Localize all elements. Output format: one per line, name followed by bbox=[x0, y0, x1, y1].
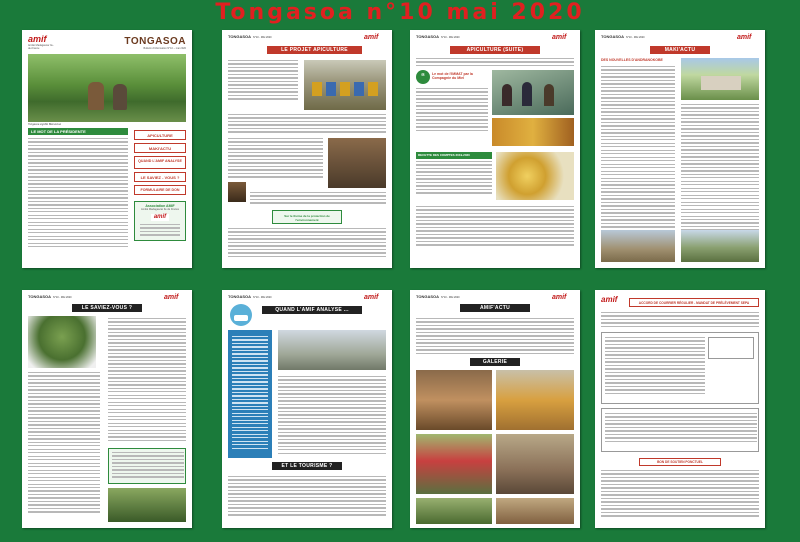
face-mask-icon bbox=[230, 304, 252, 326]
form-title-2: BON DE SOUTIEN PONCTUEL bbox=[639, 458, 721, 466]
section-subtitle: DES NOUVELLES D'ANDRANOKOBE bbox=[601, 58, 663, 62]
presidente-heading: LE MOT DE LA PRÉSIDENTE bbox=[28, 128, 128, 135]
portrait-photo bbox=[228, 182, 246, 202]
gallery-photo-4 bbox=[496, 434, 574, 494]
section-banner: MAKI'ACTU bbox=[650, 46, 710, 54]
newsletter-page-apiculture-suite[interactable] bbox=[410, 30, 580, 268]
page-header: TONGASOA N°10 - MAI 2020 bbox=[416, 34, 460, 39]
construction-photo-2 bbox=[681, 230, 759, 262]
beehives-photo bbox=[304, 60, 386, 110]
page-header: TONGASOA N°10 - MAI 2020 bbox=[28, 294, 72, 299]
amif-logo: amif bbox=[737, 34, 752, 41]
page-header: TONGASOA N°10 - MAI 2020 bbox=[228, 34, 272, 39]
quote-box: Sur le thème de la protection de l'environnement bbox=[272, 210, 342, 224]
cover-photo-rice-field bbox=[28, 54, 186, 122]
herb-photo bbox=[108, 488, 186, 522]
beekeeper-photo bbox=[328, 138, 386, 188]
masthead: TONGASOA bbox=[124, 36, 186, 47]
amif-logo: amif bbox=[28, 34, 47, 44]
amif-logo: amif bbox=[364, 294, 379, 301]
section-banner: QUAND L'AMIF ANALYSE ... bbox=[262, 306, 362, 314]
quote-icon: “ bbox=[416, 70, 430, 84]
newsletter-page-amifactu[interactable] bbox=[410, 290, 580, 528]
section-banner: AMIF'ACTU bbox=[460, 304, 530, 312]
contact-subtitle: Amitié Madagascar Ile de France bbox=[140, 208, 180, 211]
gallery-photo-2 bbox=[496, 370, 574, 430]
issue-line: Bulletin d'information N°10 – mai 2020 bbox=[143, 47, 186, 50]
gallery-photo-1 bbox=[416, 370, 492, 430]
form-title: ACCORD DE COURRIER RÉGULIER - MANDAT DE PRÉLÈVEMENT SEPA bbox=[629, 298, 759, 307]
amif-logo: amif bbox=[552, 34, 567, 41]
quote-title: Le mot de l'IMMAT par la Compagnie du Miel bbox=[432, 72, 473, 80]
cover-menu bbox=[134, 130, 186, 241]
plant-illustration bbox=[28, 316, 96, 368]
gallery-banner: GALERIE bbox=[470, 358, 520, 366]
amif-logo: amif bbox=[164, 294, 179, 301]
amif-logo: amif bbox=[364, 34, 379, 41]
sidebar-quote bbox=[228, 330, 272, 458]
section-banner: LE SAVIEZ-VOUS ? bbox=[72, 304, 142, 312]
newsletter-page-cover[interactable] bbox=[22, 30, 192, 268]
menu-formulaire-don[interactable]: FORMULAIRE DE DON bbox=[134, 185, 186, 195]
presidente-text bbox=[28, 138, 128, 250]
village-photo bbox=[681, 58, 759, 100]
tourism-banner: ET LE TOURISME ? bbox=[272, 462, 342, 470]
page-header: TONGASOA N°10 - MAI 2020 bbox=[416, 294, 460, 299]
contact-title: Association AMIF bbox=[145, 204, 175, 208]
main-title: Tongasoa n°10 mai 2020 bbox=[215, 0, 585, 25]
signature-box[interactable] bbox=[708, 337, 754, 359]
amif-logo: amif bbox=[601, 295, 618, 304]
menu-makiactu[interactable]: MAKI'ACTU bbox=[134, 143, 186, 153]
contact-logo: amif bbox=[151, 214, 169, 221]
newsletter-page-saviez-vous[interactable] bbox=[22, 290, 192, 528]
honey-products-photo bbox=[496, 152, 574, 200]
highlight-box bbox=[108, 448, 186, 484]
newsletter-page-don-form[interactable] bbox=[595, 290, 765, 528]
section-banner: APICULTURE (SUITE) bbox=[450, 46, 540, 54]
amif-logo-subtitle: Amitié Madagascar Ile-de-France bbox=[28, 44, 54, 50]
page-header: TONGASOA N°10 - MAI 2020 bbox=[228, 294, 272, 299]
section-banner: LE PROJET APICULTURE bbox=[267, 46, 362, 54]
amif-logo: amif bbox=[552, 294, 567, 301]
newsletter-page-apiculture[interactable] bbox=[222, 30, 392, 268]
table-title: RECETTE DES COMPTES 2019-2020 bbox=[416, 152, 492, 159]
honey-jars-photo bbox=[492, 118, 574, 146]
gallery-photo-3 bbox=[416, 434, 492, 494]
gallery-photo-6 bbox=[496, 498, 574, 524]
menu-amif-analyse[interactable]: QUAND L'AMIF ANALYSE bbox=[134, 156, 186, 169]
page-header: TONGASOA N°10 - MAI 2020 bbox=[601, 34, 645, 39]
gallery-photo-5 bbox=[416, 498, 492, 524]
menu-apiculture[interactable]: APICULTURE bbox=[134, 130, 186, 140]
contact-box bbox=[134, 201, 186, 241]
menu-saviez-vous[interactable]: LE SAVIEZ - VOUS ? bbox=[134, 172, 186, 182]
construction-photo-1 bbox=[601, 230, 675, 262]
cover-caption: Tongasoa signifie Bienvenue bbox=[28, 123, 62, 126]
newsletter-page-amif-analyse[interactable] bbox=[222, 290, 392, 528]
sepa-form-fields[interactable] bbox=[601, 332, 759, 404]
team-photo bbox=[492, 70, 574, 115]
bank-details-fields[interactable] bbox=[601, 408, 759, 452]
street-photo bbox=[278, 330, 386, 370]
newsletter-page-makiactu[interactable] bbox=[595, 30, 765, 268]
